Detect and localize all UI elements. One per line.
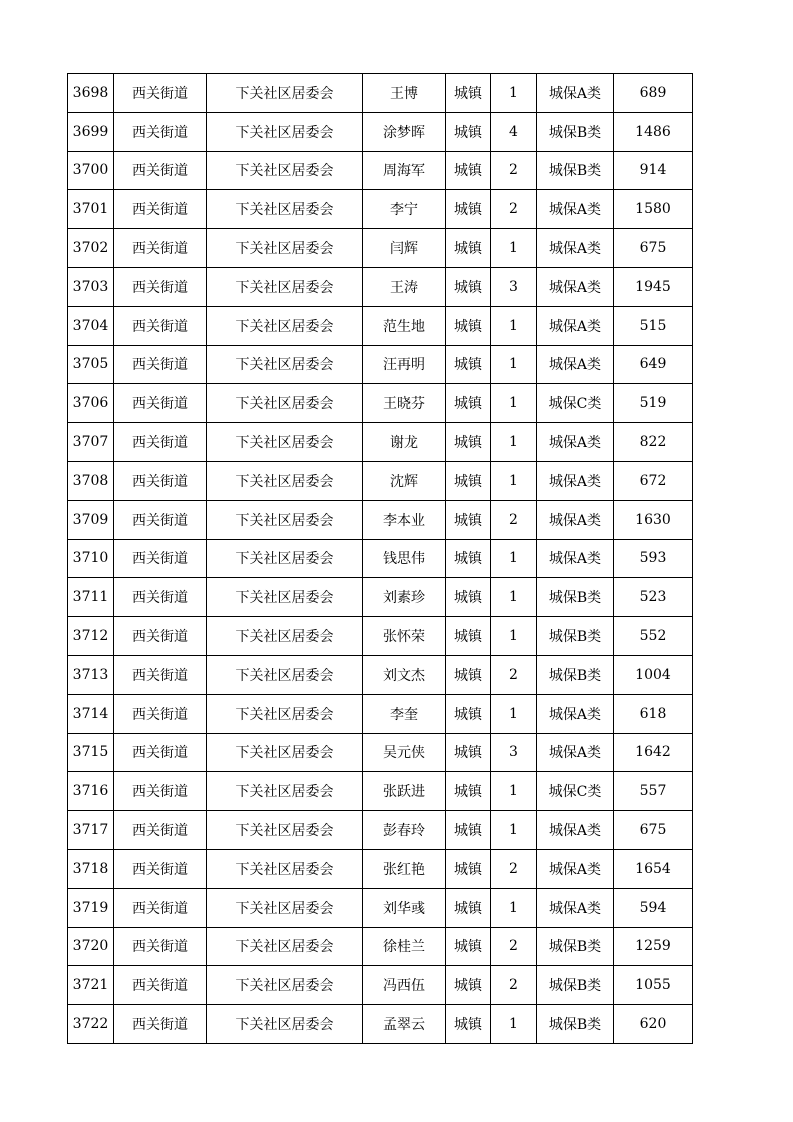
- amount-cell: 1654: [614, 849, 693, 888]
- community-cell: 下关社区居委会: [207, 500, 363, 539]
- member-count-cell: 2: [491, 190, 537, 229]
- amount-cell: 1486: [614, 112, 693, 151]
- assistance-category-cell: 城保B类: [537, 151, 614, 190]
- record-id-cell: 3705: [68, 345, 114, 384]
- community-cell: 下关社区居委会: [207, 772, 363, 811]
- table-row: [68, 345, 693, 384]
- community-cell: 下关社区居委会: [207, 461, 363, 500]
- community-cell: 下关社区居委会: [207, 578, 363, 617]
- table-row: [68, 617, 693, 656]
- record-id-cell: 3718: [68, 849, 114, 888]
- street-cell: 西关街道: [114, 811, 207, 850]
- table-row: [68, 733, 693, 772]
- household-type-cell: 城镇: [446, 229, 491, 268]
- name-cell: 谢龙: [363, 423, 446, 462]
- member-count-cell: 1: [491, 306, 537, 345]
- community-cell: 下关社区居委会: [207, 1005, 363, 1044]
- community-cell: 下关社区居委会: [207, 733, 363, 772]
- member-count-cell: 1: [491, 888, 537, 927]
- table-row: [68, 384, 693, 423]
- record-id-cell: 3716: [68, 772, 114, 811]
- table-row: [68, 74, 693, 113]
- name-cell: 冯西伍: [363, 966, 446, 1005]
- assistance-category-cell: 城保A类: [537, 849, 614, 888]
- amount-cell: 822: [614, 423, 693, 462]
- amount-cell: 675: [614, 229, 693, 268]
- table-row: [68, 112, 693, 151]
- record-id-cell: 3706: [68, 384, 114, 423]
- table-row: [68, 578, 693, 617]
- table-row: [68, 306, 693, 345]
- table-row: [68, 229, 693, 268]
- community-cell: 下关社区居委会: [207, 617, 363, 656]
- record-id-cell: 3709: [68, 500, 114, 539]
- amount-cell: 1945: [614, 267, 693, 306]
- household-type-cell: 城镇: [446, 927, 491, 966]
- household-type-cell: 城镇: [446, 345, 491, 384]
- member-count-cell: 4: [491, 112, 537, 151]
- table-row: [68, 500, 693, 539]
- member-count-cell: 2: [491, 849, 537, 888]
- name-cell: 吴元侠: [363, 733, 446, 772]
- record-id-cell: 3704: [68, 306, 114, 345]
- assistance-category-cell: 城保A类: [537, 229, 614, 268]
- street-cell: 西关街道: [114, 772, 207, 811]
- community-cell: 下关社区居委会: [207, 267, 363, 306]
- community-cell: 下关社区居委会: [207, 306, 363, 345]
- name-cell: 张跃进: [363, 772, 446, 811]
- member-count-cell: 1: [491, 74, 537, 113]
- household-type-cell: 城镇: [446, 267, 491, 306]
- name-cell: 李奎: [363, 694, 446, 733]
- household-type-cell: 城镇: [446, 423, 491, 462]
- record-id-cell: 3717: [68, 811, 114, 850]
- street-cell: 西关街道: [114, 190, 207, 229]
- community-cell: 下关社区居委会: [207, 655, 363, 694]
- household-type-cell: 城镇: [446, 1005, 491, 1044]
- table-row: [68, 461, 693, 500]
- name-cell: 徐桂兰: [363, 927, 446, 966]
- street-cell: 西关街道: [114, 849, 207, 888]
- amount-cell: 689: [614, 74, 693, 113]
- household-type-cell: 城镇: [446, 849, 491, 888]
- community-cell: 下关社区居委会: [207, 966, 363, 1005]
- member-count-cell: 1: [491, 811, 537, 850]
- assistance-category-cell: 城保B类: [537, 927, 614, 966]
- assistance-category-cell: 城保A类: [537, 733, 614, 772]
- street-cell: 西关街道: [114, 888, 207, 927]
- table-row: [68, 849, 693, 888]
- assistance-category-cell: 城保A类: [537, 267, 614, 306]
- assistance-category-cell: 城保A类: [537, 694, 614, 733]
- household-type-cell: 城镇: [446, 966, 491, 1005]
- name-cell: 王博: [363, 74, 446, 113]
- amount-cell: 594: [614, 888, 693, 927]
- table-row: [68, 811, 693, 850]
- member-count-cell: 3: [491, 267, 537, 306]
- street-cell: 西关街道: [114, 927, 207, 966]
- street-cell: 西关街道: [114, 966, 207, 1005]
- amount-cell: 557: [614, 772, 693, 811]
- community-cell: 下关社区居委会: [207, 927, 363, 966]
- household-type-cell: 城镇: [446, 733, 491, 772]
- amount-cell: 914: [614, 151, 693, 190]
- assistance-category-cell: 城保A类: [537, 190, 614, 229]
- community-cell: 下关社区居委会: [207, 423, 363, 462]
- member-count-cell: 1: [491, 578, 537, 617]
- street-cell: 西关街道: [114, 694, 207, 733]
- name-cell: 李本业: [363, 500, 446, 539]
- name-cell: 李宁: [363, 190, 446, 229]
- assistance-category-cell: 城保A类: [537, 74, 614, 113]
- street-cell: 西关街道: [114, 423, 207, 462]
- assistance-category-cell: 城保A类: [537, 345, 614, 384]
- community-cell: 下关社区居委会: [207, 190, 363, 229]
- amount-cell: 1004: [614, 655, 693, 694]
- street-cell: 西关街道: [114, 733, 207, 772]
- amount-cell: 672: [614, 461, 693, 500]
- assistance-category-cell: 城保B类: [537, 578, 614, 617]
- name-cell: 周海军: [363, 151, 446, 190]
- name-cell: 张红艳: [363, 849, 446, 888]
- household-type-cell: 城镇: [446, 888, 491, 927]
- name-cell: 范生地: [363, 306, 446, 345]
- street-cell: 西关街道: [114, 500, 207, 539]
- street-cell: 西关街道: [114, 74, 207, 113]
- household-type-cell: 城镇: [446, 384, 491, 423]
- household-type-cell: 城镇: [446, 74, 491, 113]
- assistance-category-cell: 城保A类: [537, 811, 614, 850]
- household-type-cell: 城镇: [446, 151, 491, 190]
- street-cell: 西关街道: [114, 655, 207, 694]
- table-row: [68, 151, 693, 190]
- table-row: [68, 694, 693, 733]
- record-id-cell: 3721: [68, 966, 114, 1005]
- amount-cell: 1630: [614, 500, 693, 539]
- table-row: [68, 267, 693, 306]
- name-cell: 孟翠云: [363, 1005, 446, 1044]
- assistance-category-cell: 城保A类: [537, 461, 614, 500]
- name-cell: 刘华彧: [363, 888, 446, 927]
- table-row: [68, 655, 693, 694]
- assistance-category-cell: 城保A类: [537, 306, 614, 345]
- street-cell: 西关街道: [114, 229, 207, 268]
- amount-cell: 593: [614, 539, 693, 578]
- community-cell: 下关社区居委会: [207, 112, 363, 151]
- street-cell: 西关街道: [114, 1005, 207, 1044]
- amount-cell: 1259: [614, 927, 693, 966]
- member-count-cell: 1: [491, 617, 537, 656]
- table-row: [68, 927, 693, 966]
- amount-cell: 620: [614, 1005, 693, 1044]
- record-id-cell: 3703: [68, 267, 114, 306]
- member-count-cell: 2: [491, 151, 537, 190]
- street-cell: 西关街道: [114, 384, 207, 423]
- member-count-cell: 2: [491, 966, 537, 1005]
- table-row: [68, 190, 693, 229]
- name-cell: 沈辉: [363, 461, 446, 500]
- name-cell: 王晓芬: [363, 384, 446, 423]
- household-type-cell: 城镇: [446, 539, 491, 578]
- household-type-cell: 城镇: [446, 578, 491, 617]
- amount-cell: 1580: [614, 190, 693, 229]
- member-count-cell: 1: [491, 539, 537, 578]
- member-count-cell: 2: [491, 500, 537, 539]
- record-id-cell: 3698: [68, 74, 114, 113]
- street-cell: 西关街道: [114, 267, 207, 306]
- member-count-cell: 1: [491, 1005, 537, 1044]
- community-cell: 下关社区居委会: [207, 811, 363, 850]
- household-type-cell: 城镇: [446, 306, 491, 345]
- amount-cell: 1642: [614, 733, 693, 772]
- assistance-category-cell: 城保A类: [537, 888, 614, 927]
- assistance-category-cell: 城保B类: [537, 617, 614, 656]
- street-cell: 西关街道: [114, 345, 207, 384]
- community-cell: 下关社区居委会: [207, 849, 363, 888]
- name-cell: 刘文杰: [363, 655, 446, 694]
- member-count-cell: 1: [491, 384, 537, 423]
- records-table: [67, 73, 693, 1044]
- record-id-cell: 3714: [68, 694, 114, 733]
- record-id-cell: 3700: [68, 151, 114, 190]
- assistance-category-cell: 城保C类: [537, 384, 614, 423]
- member-count-cell: 2: [491, 655, 537, 694]
- member-count-cell: 3: [491, 733, 537, 772]
- street-cell: 西关街道: [114, 112, 207, 151]
- household-type-cell: 城镇: [446, 694, 491, 733]
- street-cell: 西关街道: [114, 539, 207, 578]
- assistance-category-cell: 城保A类: [537, 423, 614, 462]
- amount-cell: 649: [614, 345, 693, 384]
- member-count-cell: 1: [491, 423, 537, 462]
- community-cell: 下关社区居委会: [207, 151, 363, 190]
- amount-cell: 523: [614, 578, 693, 617]
- record-id-cell: 3701: [68, 190, 114, 229]
- assistance-category-cell: 城保B类: [537, 966, 614, 1005]
- record-id-cell: 3722: [68, 1005, 114, 1044]
- household-type-cell: 城镇: [446, 655, 491, 694]
- table-row: [68, 888, 693, 927]
- name-cell: 闫辉: [363, 229, 446, 268]
- amount-cell: 519: [614, 384, 693, 423]
- household-type-cell: 城镇: [446, 112, 491, 151]
- amount-cell: 618: [614, 694, 693, 733]
- street-cell: 西关街道: [114, 578, 207, 617]
- record-id-cell: 3710: [68, 539, 114, 578]
- name-cell: 刘素珍: [363, 578, 446, 617]
- name-cell: 涂梦晖: [363, 112, 446, 151]
- member-count-cell: 2: [491, 927, 537, 966]
- table-row: [68, 539, 693, 578]
- assistance-category-cell: 城保B类: [537, 655, 614, 694]
- community-cell: 下关社区居委会: [207, 888, 363, 927]
- record-id-cell: 3715: [68, 733, 114, 772]
- record-id-cell: 3719: [68, 888, 114, 927]
- assistance-category-cell: 城保A类: [537, 500, 614, 539]
- household-type-cell: 城镇: [446, 772, 491, 811]
- street-cell: 西关街道: [114, 617, 207, 656]
- community-cell: 下关社区居委会: [207, 74, 363, 113]
- community-cell: 下关社区居委会: [207, 345, 363, 384]
- member-count-cell: 1: [491, 694, 537, 733]
- record-id-cell: 3711: [68, 578, 114, 617]
- record-id-cell: 3699: [68, 112, 114, 151]
- member-count-cell: 1: [491, 461, 537, 500]
- assistance-category-cell: 城保B类: [537, 1005, 614, 1044]
- assistance-category-cell: 城保C类: [537, 772, 614, 811]
- community-cell: 下关社区居委会: [207, 694, 363, 733]
- amount-cell: 675: [614, 811, 693, 850]
- household-type-cell: 城镇: [446, 500, 491, 539]
- name-cell: 张怀荣: [363, 617, 446, 656]
- member-count-cell: 1: [491, 345, 537, 384]
- record-id-cell: 3702: [68, 229, 114, 268]
- amount-cell: 552: [614, 617, 693, 656]
- community-cell: 下关社区居委会: [207, 229, 363, 268]
- household-type-cell: 城镇: [446, 811, 491, 850]
- record-id-cell: 3712: [68, 617, 114, 656]
- assistance-category-cell: 城保A类: [537, 539, 614, 578]
- household-type-cell: 城镇: [446, 190, 491, 229]
- household-type-cell: 城镇: [446, 617, 491, 656]
- community-cell: 下关社区居委会: [207, 384, 363, 423]
- street-cell: 西关街道: [114, 461, 207, 500]
- name-cell: 王涛: [363, 267, 446, 306]
- amount-cell: 515: [614, 306, 693, 345]
- member-count-cell: 1: [491, 229, 537, 268]
- table-row: [68, 423, 693, 462]
- community-cell: 下关社区居委会: [207, 539, 363, 578]
- household-type-cell: 城镇: [446, 461, 491, 500]
- street-cell: 西关街道: [114, 151, 207, 190]
- name-cell: 汪再明: [363, 345, 446, 384]
- record-id-cell: 3720: [68, 927, 114, 966]
- name-cell: 彭春玲: [363, 811, 446, 850]
- record-id-cell: 3707: [68, 423, 114, 462]
- name-cell: 钱思伟: [363, 539, 446, 578]
- record-id-cell: 3708: [68, 461, 114, 500]
- amount-cell: 1055: [614, 966, 693, 1005]
- table-row: [68, 772, 693, 811]
- table-row: [68, 966, 693, 1005]
- assistance-category-cell: 城保B类: [537, 112, 614, 151]
- records-table-body: [68, 74, 693, 1044]
- street-cell: 西关街道: [114, 306, 207, 345]
- record-id-cell: 3713: [68, 655, 114, 694]
- table-row: [68, 1005, 693, 1044]
- member-count-cell: 1: [491, 772, 537, 811]
